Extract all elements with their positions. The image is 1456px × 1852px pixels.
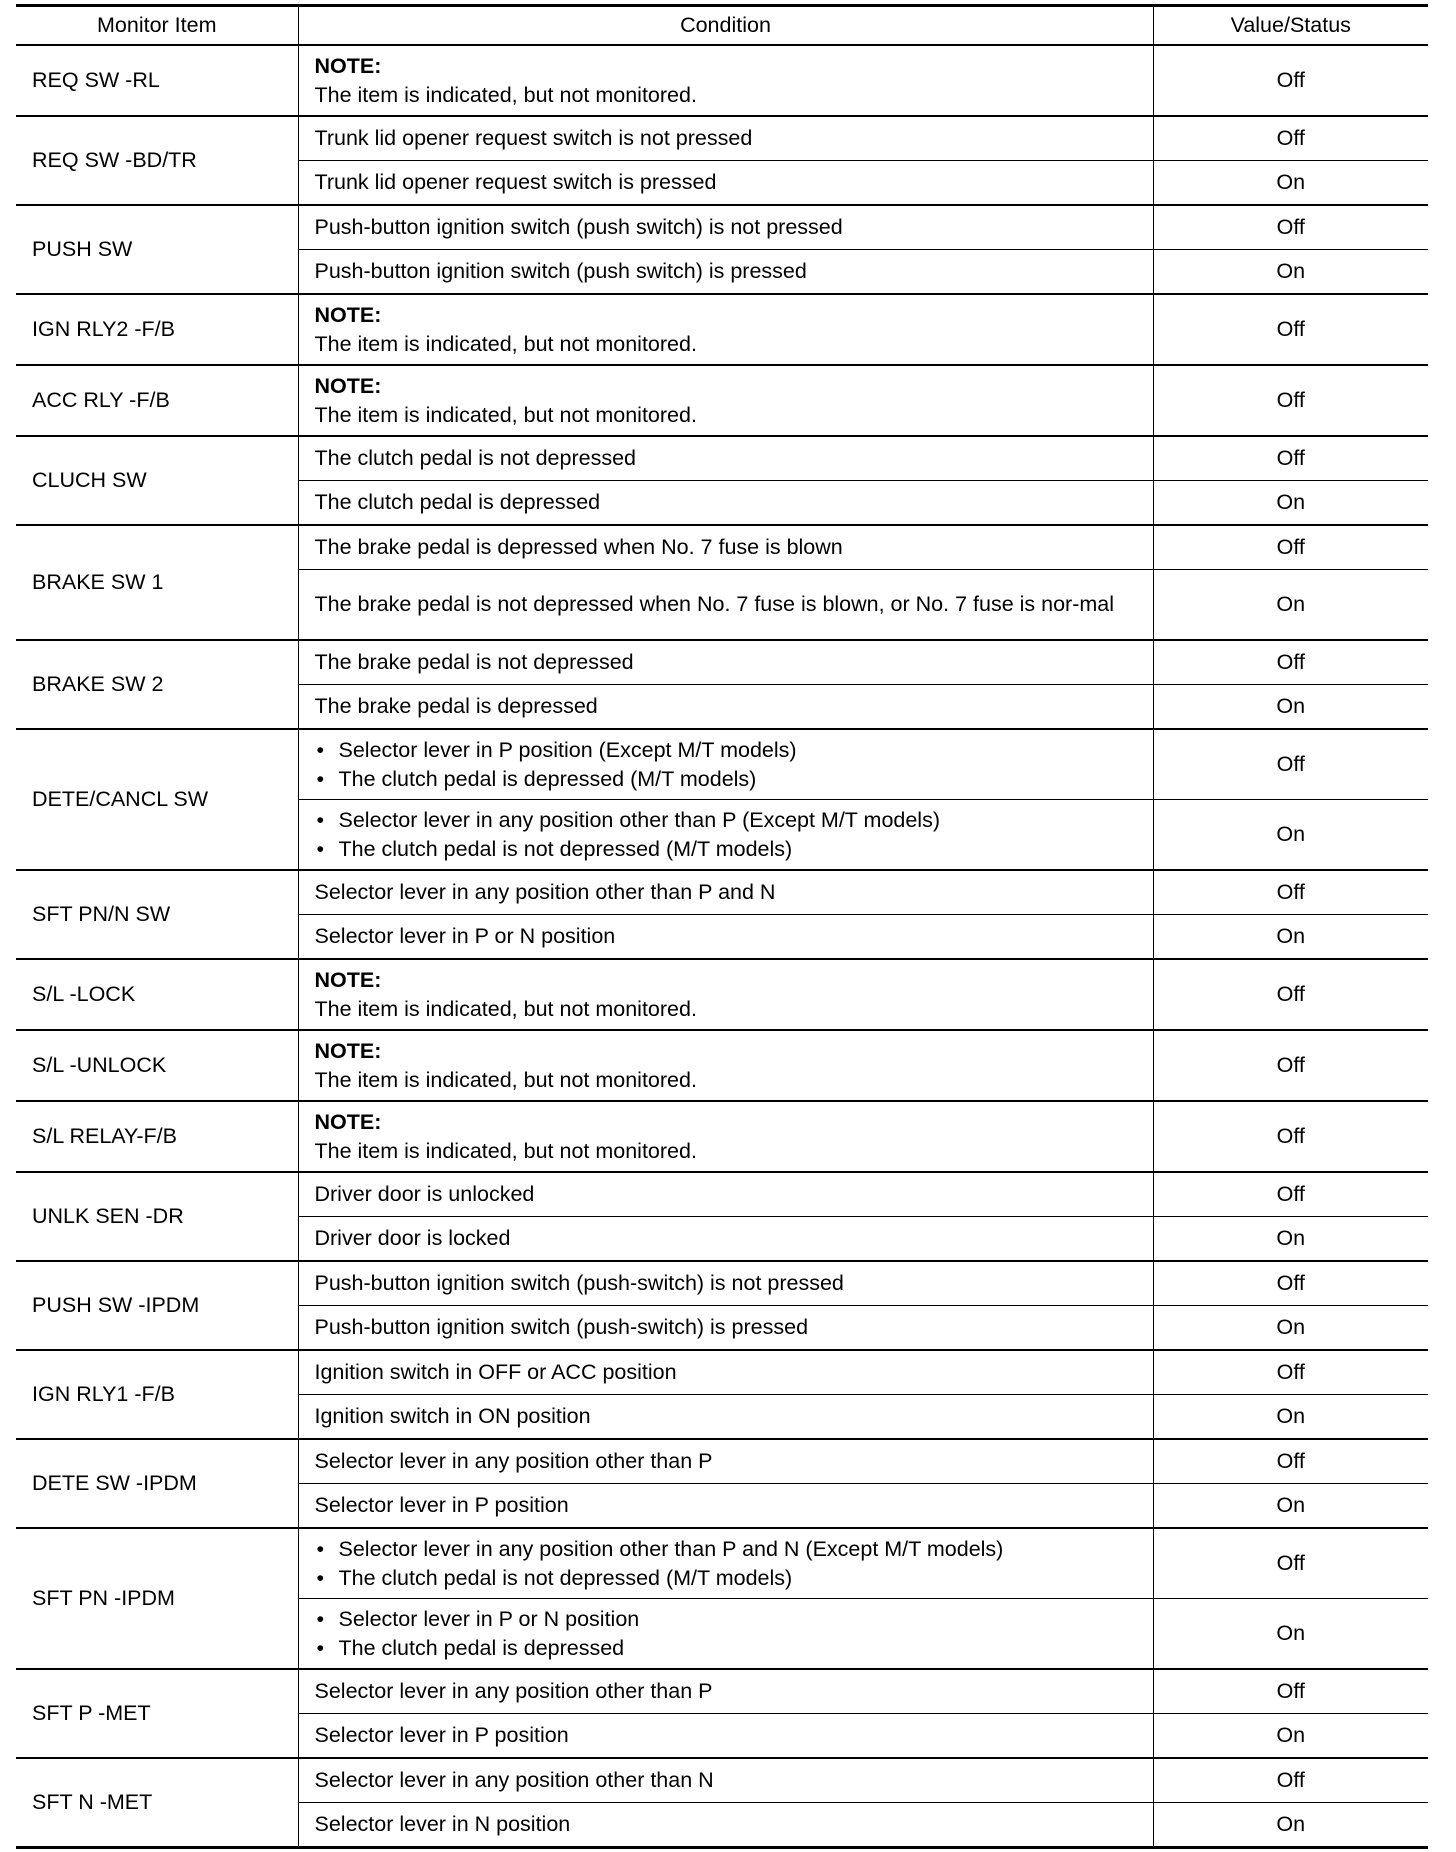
condition-cell: Trunk lid opener request switch is pressed bbox=[298, 161, 1153, 206]
value-status-cell: On bbox=[1153, 915, 1428, 960]
value-status-cell: Off bbox=[1153, 1528, 1428, 1599]
condition-cell: Selector lever in any position other than N bbox=[298, 1758, 1153, 1803]
monitor-item-cell: REQ SW -RL bbox=[16, 45, 298, 116]
condition-cell: Trunk lid opener request switch is not pressed bbox=[298, 116, 1153, 161]
table-row bbox=[16, 1439, 1428, 1484]
value-status-cell: On bbox=[1153, 1599, 1428, 1670]
note-label: NOTE: bbox=[314, 1038, 382, 1063]
value-status-cell: On bbox=[1153, 250, 1428, 295]
value-status-cell: On bbox=[1153, 1484, 1428, 1529]
value-status-cell: Off bbox=[1153, 1172, 1428, 1217]
table-row bbox=[16, 365, 1428, 436]
condition-cell: Push-button ignition switch (push-switch) is pressed bbox=[298, 1306, 1153, 1351]
value-status-cell: On bbox=[1153, 1306, 1428, 1351]
value-status-cell: Off bbox=[1153, 116, 1428, 161]
value-status-cell: Off bbox=[1153, 1261, 1428, 1306]
condition-cell bbox=[298, 959, 1153, 1030]
condition-cell: The brake pedal is not depressed bbox=[298, 640, 1153, 685]
table-row bbox=[16, 294, 1428, 365]
condition-cell bbox=[298, 294, 1153, 365]
condition-cell: Selector lever in any position other than P bbox=[298, 1669, 1153, 1714]
table-row bbox=[16, 729, 1428, 800]
value-status-cell: Off bbox=[1153, 45, 1428, 116]
condition-cell bbox=[298, 1101, 1153, 1172]
table-row bbox=[16, 1101, 1428, 1172]
monitor-item-cell: REQ SW -BD/TR bbox=[16, 116, 298, 205]
monitor-item-cell: S/L RELAY-F/B bbox=[16, 1101, 298, 1172]
condition-cell: Push-button ignition switch (push switch) is not pressed bbox=[298, 205, 1153, 250]
condition-cell: Push-button ignition switch (push switch) is pressed bbox=[298, 250, 1153, 295]
table-row bbox=[16, 525, 1428, 570]
table-row bbox=[16, 436, 1428, 481]
condition-cell: The clutch pedal is depressed bbox=[298, 481, 1153, 526]
table-row bbox=[16, 870, 1428, 915]
condition-cell: The brake pedal is not depressed when No. 7 fuse is blown, or No. 7 fuse is nor-mal bbox=[298, 570, 1153, 641]
note-text: The item is indicated, but not monitored. bbox=[314, 1138, 697, 1163]
condition-cell bbox=[298, 729, 1153, 800]
condition-cell: Ignition switch in OFF or ACC position bbox=[298, 1350, 1153, 1395]
table-row bbox=[16, 959, 1428, 1030]
table-row bbox=[16, 1350, 1428, 1395]
header-monitor-item: Monitor Item bbox=[16, 6, 298, 46]
value-status-cell: On bbox=[1153, 161, 1428, 206]
value-status-cell: Off bbox=[1153, 365, 1428, 436]
monitor-item-cell: DETE SW -IPDM bbox=[16, 1439, 298, 1528]
condition-cell bbox=[298, 800, 1153, 871]
monitor-item-cell: SFT P -MET bbox=[16, 1669, 298, 1758]
note-text: The item is indicated, but not monitored. bbox=[314, 402, 697, 427]
value-status-cell: Off bbox=[1153, 436, 1428, 481]
note-label: NOTE: bbox=[314, 1109, 382, 1134]
monitor-item-cell: CLUCH SW bbox=[16, 436, 298, 525]
table-row bbox=[16, 116, 1428, 161]
condition-cell: Selector lever in any position other than P and N bbox=[298, 870, 1153, 915]
monitor-item-cell: SFT PN -IPDM bbox=[16, 1528, 298, 1669]
table-row bbox=[16, 1030, 1428, 1101]
table-row bbox=[16, 1528, 1428, 1599]
condition-bullet: • Selector lever in any position other than P (Except M/T models) bbox=[315, 806, 1143, 835]
condition-cell bbox=[298, 1528, 1153, 1599]
value-status-cell: On bbox=[1153, 685, 1428, 730]
value-status-cell: On bbox=[1153, 1803, 1428, 1848]
monitor-item-cell: DETE/CANCL SW bbox=[16, 729, 298, 870]
condition-cell: Push-button ignition switch (push-switch) is not pressed bbox=[298, 1261, 1153, 1306]
header-condition: Condition bbox=[298, 6, 1153, 46]
condition-bullet: • The clutch pedal is depressed (M/T models) bbox=[315, 765, 1143, 794]
table-row bbox=[16, 45, 1428, 116]
note-label: NOTE: bbox=[314, 967, 382, 992]
table-row bbox=[16, 1669, 1428, 1714]
monitor-item-cell: S/L -UNLOCK bbox=[16, 1030, 298, 1101]
value-status-cell: Off bbox=[1153, 729, 1428, 800]
value-status-cell: On bbox=[1153, 1714, 1428, 1759]
condition-cell: Selector lever in N position bbox=[298, 1803, 1153, 1848]
monitor-item-cell: ACC RLY -F/B bbox=[16, 365, 298, 436]
note-text: The item is indicated, but not monitored. bbox=[314, 996, 697, 1021]
value-status-cell: Off bbox=[1153, 959, 1428, 1030]
monitor-item-cell: BRAKE SW 1 bbox=[16, 525, 298, 640]
value-status-cell: Off bbox=[1153, 640, 1428, 685]
value-status-cell: Off bbox=[1153, 1439, 1428, 1484]
monitor-item-cell: IGN RLY1 -F/B bbox=[16, 1350, 298, 1439]
condition-cell: Selector lever in any position other than P bbox=[298, 1439, 1153, 1484]
table-row bbox=[16, 640, 1428, 685]
monitor-item-table bbox=[16, 4, 1428, 1849]
condition-cell: The brake pedal is depressed bbox=[298, 685, 1153, 730]
condition-cell bbox=[298, 45, 1153, 116]
condition-bullet: • Selector lever in any position other than P and N (Except M/T models) bbox=[315, 1535, 1143, 1564]
condition-cell: Selector lever in P or N position bbox=[298, 915, 1153, 960]
table-row bbox=[16, 205, 1428, 250]
monitor-item-cell: PUSH SW bbox=[16, 205, 298, 294]
value-status-cell: On bbox=[1153, 481, 1428, 526]
table-body bbox=[16, 45, 1428, 1848]
condition-cell: Selector lever in P position bbox=[298, 1714, 1153, 1759]
value-status-cell: Off bbox=[1153, 870, 1428, 915]
value-status-cell: Off bbox=[1153, 525, 1428, 570]
note-label: NOTE: bbox=[314, 53, 382, 78]
condition-cell bbox=[298, 365, 1153, 436]
value-status-cell: Off bbox=[1153, 1101, 1428, 1172]
note-text: The item is indicated, but not monitored. bbox=[314, 331, 697, 356]
value-status-cell: Off bbox=[1153, 205, 1428, 250]
condition-bullet: • The clutch pedal is not depressed (M/T models) bbox=[315, 1564, 1143, 1593]
value-status-cell: Off bbox=[1153, 1758, 1428, 1803]
table-header-row bbox=[16, 6, 1428, 46]
monitor-item-cell: SFT PN/N SW bbox=[16, 870, 298, 959]
value-status-cell: On bbox=[1153, 800, 1428, 871]
condition-cell: The clutch pedal is not depressed bbox=[298, 436, 1153, 481]
table-row bbox=[16, 1172, 1428, 1217]
condition-bullet: • The clutch pedal is depressed bbox=[315, 1634, 1143, 1663]
value-status-cell: On bbox=[1153, 1217, 1428, 1262]
condition-cell: Ignition switch in ON position bbox=[298, 1395, 1153, 1440]
condition-cell: Selector lever in P position bbox=[298, 1484, 1153, 1529]
value-status-cell: Off bbox=[1153, 1350, 1428, 1395]
condition-cell bbox=[298, 1599, 1153, 1670]
condition-cell bbox=[298, 1030, 1153, 1101]
monitor-item-cell: PUSH SW -IPDM bbox=[16, 1261, 298, 1350]
note-label: NOTE: bbox=[314, 373, 382, 398]
value-status-cell: On bbox=[1153, 570, 1428, 641]
value-status-cell: Off bbox=[1153, 294, 1428, 365]
condition-cell: The brake pedal is depressed when No. 7 fuse is blown bbox=[298, 525, 1153, 570]
condition-cell: Driver door is unlocked bbox=[298, 1172, 1153, 1217]
monitor-item-cell: SFT N -MET bbox=[16, 1758, 298, 1848]
monitor-item-cell: BRAKE SW 2 bbox=[16, 640, 298, 729]
monitor-item-cell: S/L -LOCK bbox=[16, 959, 298, 1030]
condition-cell: Driver door is locked bbox=[298, 1217, 1153, 1262]
note-text: The item is indicated, but not monitored. bbox=[314, 82, 697, 107]
condition-bullet: • Selector lever in P position (Except M/T models) bbox=[315, 736, 1143, 765]
value-status-cell: Off bbox=[1153, 1669, 1428, 1714]
table-row bbox=[16, 1758, 1428, 1803]
condition-bullet: • The clutch pedal is not depressed (M/T models) bbox=[315, 835, 1143, 864]
value-status-cell: On bbox=[1153, 1395, 1428, 1440]
monitor-item-cell: IGN RLY2 -F/B bbox=[16, 294, 298, 365]
monitor-item-cell: UNLK SEN -DR bbox=[16, 1172, 298, 1261]
condition-bullet: • Selector lever in P or N position bbox=[315, 1605, 1143, 1634]
header-value-status: Value/Status bbox=[1153, 6, 1428, 46]
note-label: NOTE: bbox=[314, 302, 382, 327]
value-status-cell: Off bbox=[1153, 1030, 1428, 1101]
table-row bbox=[16, 1261, 1428, 1306]
note-text: The item is indicated, but not monitored. bbox=[314, 1067, 697, 1092]
